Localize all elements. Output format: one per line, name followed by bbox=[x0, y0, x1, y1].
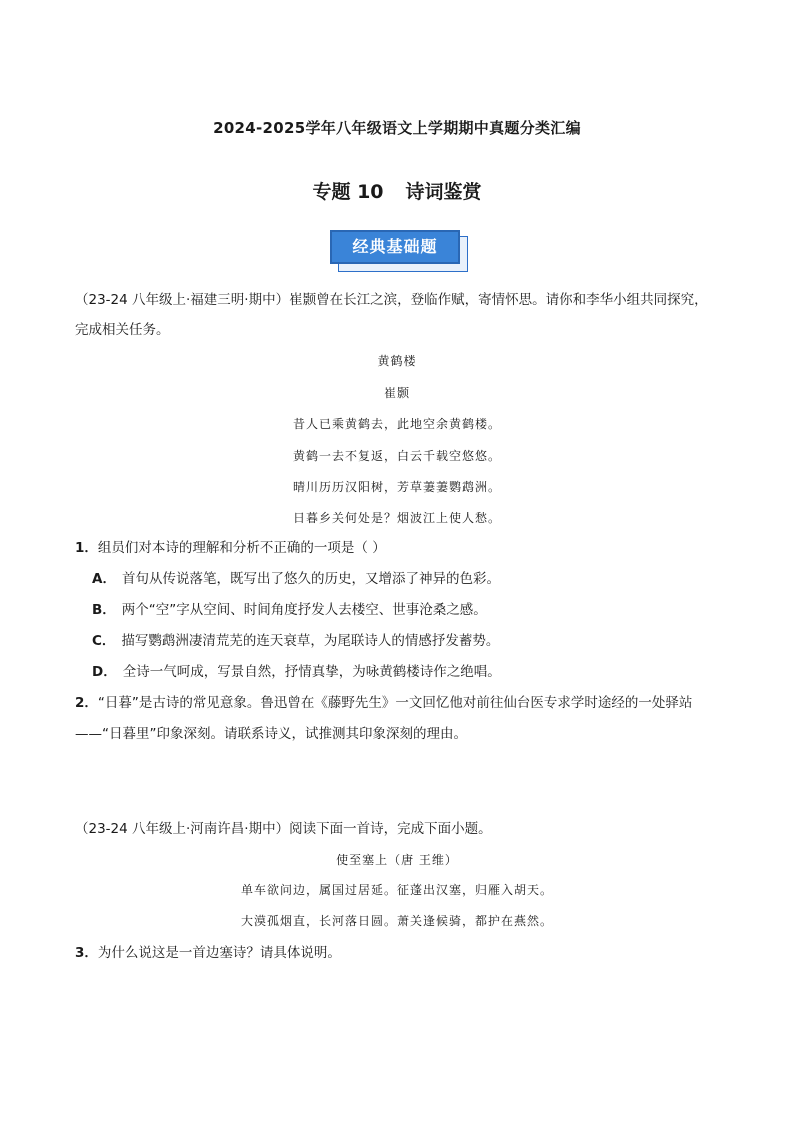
section1-intro-line2: 完成相关任务。 bbox=[75, 322, 170, 338]
option-b[interactable] bbox=[92, 598, 487, 622]
option-key: D． bbox=[92, 664, 117, 680]
option-key: A． bbox=[92, 571, 116, 587]
option-d[interactable] bbox=[92, 660, 501, 684]
question-2-continued bbox=[75, 722, 467, 746]
question-text: 组员们对本诗的理解和分析不正确的一项是（ ） bbox=[97, 540, 386, 556]
poem1-title: 黄鹤楼 bbox=[377, 354, 417, 368]
poem1-line: 晴川历历汉阳树，芳草萋萋鹦鹉洲。 bbox=[292, 480, 501, 494]
option-key: C． bbox=[92, 633, 116, 649]
question-text-line2: ——“日暮里”印象深刻。请联系诗义，试推测其印象深刻的理由。 bbox=[75, 726, 467, 742]
document-title: 2024-2025学年八年级语文上学期期中真题分类汇编 bbox=[213, 119, 581, 137]
question-3 bbox=[75, 941, 341, 965]
question-number: 1． bbox=[75, 540, 98, 556]
section-badge bbox=[330, 230, 468, 272]
option-text: 描写鹦鹉洲凄清荒芜的连天衰草，为尾联诗人的情感抒发蓄势。 bbox=[121, 633, 500, 649]
poem1-line: 黄鹤一去不复返，白云千载空悠悠。 bbox=[292, 449, 501, 463]
topic-name: 诗词鉴赏 bbox=[405, 181, 482, 203]
poem2-title: 使至塞上（唐 王维） bbox=[336, 853, 458, 867]
badge-label: 经典基础题 bbox=[330, 230, 460, 264]
question-2 bbox=[75, 691, 692, 715]
question-text: 为什么说这是一首边塞诗？请具体说明。 bbox=[97, 945, 341, 961]
poem1-author: 崔颢 bbox=[383, 386, 410, 400]
question-1 bbox=[75, 536, 386, 560]
option-a[interactable] bbox=[92, 567, 500, 591]
section1-intro bbox=[75, 285, 725, 345]
option-text: 全诗一气呵成，写景自然，抒情真挚，为咏黄鹤楼诗作之绝唱。 bbox=[122, 664, 501, 680]
poem1-line: 日暮乡关何处是？烟波江上使人愁。 bbox=[292, 511, 501, 525]
question-number: 3． bbox=[75, 945, 98, 961]
section2-intro: （23-24 八年级上·河南许昌·期中）阅读下面一首诗，完成下面小题。 bbox=[75, 821, 492, 837]
question-number: 2． bbox=[75, 695, 98, 711]
poem1-line: 昔人已乘黄鹤去，此地空余黄鹤楼。 bbox=[292, 417, 501, 431]
option-key: B． bbox=[92, 602, 116, 618]
option-c[interactable] bbox=[92, 629, 499, 653]
section1-intro-line1: （23-24 八年级上·福建三明·期中）崔颢曾在长江之滨，登临作赋，寄情怀思。请你和李华小组共同探究， bbox=[75, 292, 708, 308]
poem2-line: 大漠孤烟直，长河落日圆。萧关逢候骑，都护在燕然。 bbox=[240, 914, 553, 928]
option-text: 两个“空”字从空间、时间角度抒发人去楼空、世事沧桑之感。 bbox=[121, 602, 487, 618]
poem2-line: 单车欲问边，属国过居延。征蓬出汉塞，归雁入胡天。 bbox=[240, 883, 553, 897]
option-text: 首句从传说落笔，既写出了悠久的历史，又增添了神异的色彩。 bbox=[121, 571, 500, 587]
question-text-line1: “日暮”是古诗的常见意象。鲁迅曾在《藤野先生》一文回忆他对前往仙台医专求学时途经的一处驿站 bbox=[97, 695, 693, 711]
topic-number: 专题 10 bbox=[312, 181, 384, 203]
topic-heading bbox=[0, 177, 794, 204]
